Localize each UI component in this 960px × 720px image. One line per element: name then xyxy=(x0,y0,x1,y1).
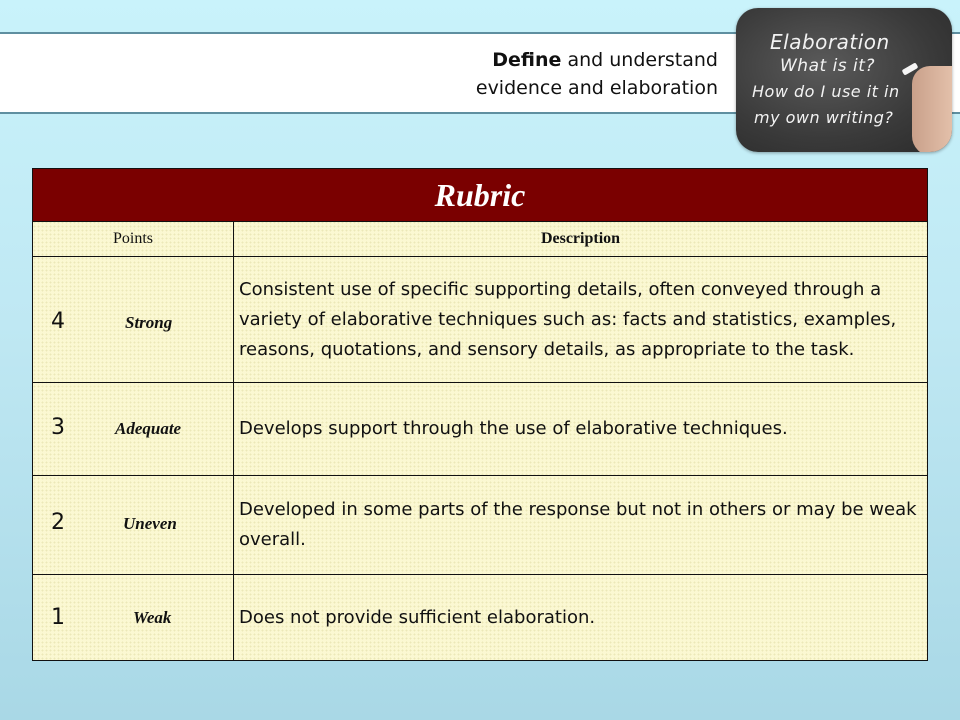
points-column-header: Points xyxy=(33,222,234,257)
title-line1-rest: and understand xyxy=(567,49,718,71)
slide-title xyxy=(476,46,718,102)
points-label: Weak xyxy=(133,608,172,627)
chalkboard-image xyxy=(736,8,952,152)
points-label: Uneven xyxy=(123,514,177,533)
rubric-title: Rubric xyxy=(33,169,928,222)
chalk-line-3: How do I use it in xyxy=(752,82,900,101)
description-cell: Consistent use of specific supporting details, often conveyed through a variety of elaborative techniques such as: facts and statistics, examples, reasons, quotations, and sensory details, as appropriate to the task. xyxy=(234,257,928,383)
points-cell xyxy=(33,257,234,383)
points-label: Adequate xyxy=(115,419,182,438)
rubric-table xyxy=(32,168,928,661)
points-value: 4 xyxy=(51,309,65,334)
description-column-header: Description xyxy=(234,222,928,257)
points-cell xyxy=(33,383,234,476)
description-cell: Does not provide sufficient elaboration. xyxy=(234,575,928,661)
hand-graphic xyxy=(912,66,952,152)
points-value: 2 xyxy=(51,510,65,535)
title-bold-word: Define xyxy=(492,49,562,71)
points-value: 3 xyxy=(51,415,65,440)
description-cell: Develops support through the use of elaborative techniques. xyxy=(234,383,928,476)
table-row xyxy=(33,476,928,575)
table-row xyxy=(33,257,928,383)
points-cell xyxy=(33,575,234,661)
title-line2: evidence and elaboration xyxy=(475,77,718,99)
points-label: Strong xyxy=(125,313,173,332)
table-row xyxy=(33,575,928,661)
chalk-line-2: What is it? xyxy=(780,56,875,76)
points-cell xyxy=(33,476,234,575)
chalk-line-4: my own writing? xyxy=(754,108,894,127)
description-cell: Developed in some parts of the response but not in others or may be weak overall. xyxy=(234,476,928,575)
points-value: 1 xyxy=(51,605,65,630)
table-row xyxy=(33,383,928,476)
chalk-line-1: Elaboration xyxy=(770,30,890,54)
